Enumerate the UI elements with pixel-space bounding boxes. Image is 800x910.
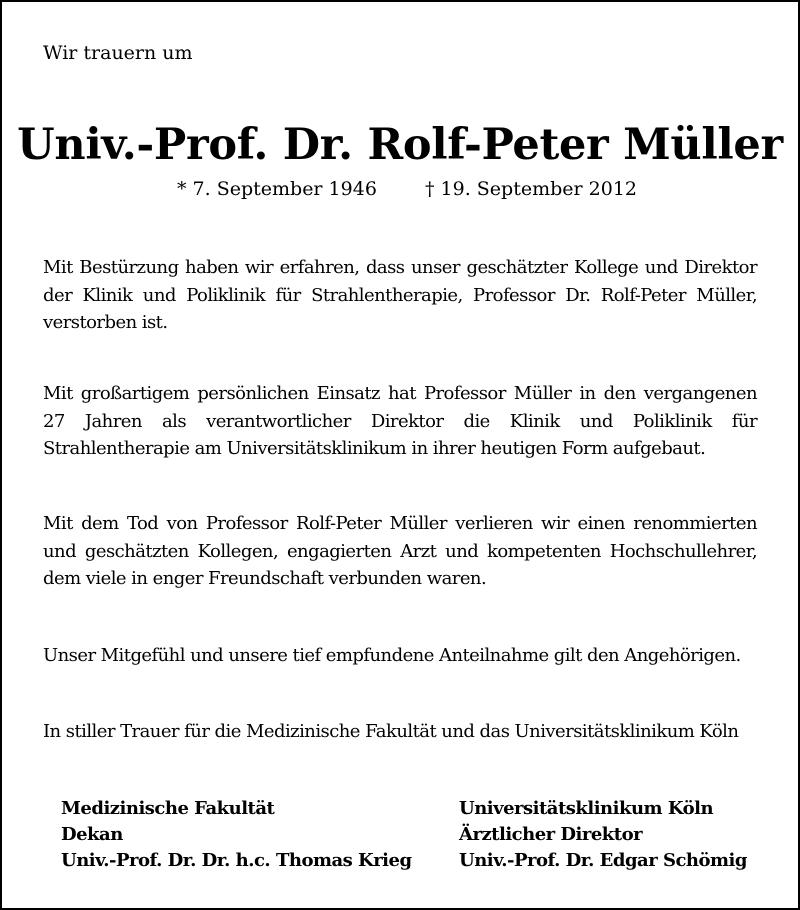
signature-person: Univ.-Prof. Dr. Dr. h.c. Thomas Krieg <box>61 850 412 871</box>
signature-faculty <box>61 796 412 874</box>
death-date: † 19. September 2012 <box>425 178 637 200</box>
signature-role: Dekan <box>61 824 123 845</box>
signature-role: Ärztlicher Direktor <box>459 824 643 845</box>
signature-organization: Universitätsklinikum Köln <box>459 798 714 819</box>
paragraph-condolences: Unser Mitgefühl und unsere tief empfundene Anteilnahme gilt den Angehörigen. <box>43 645 741 666</box>
birth-date: * 7. September 1946 <box>177 178 377 200</box>
paragraph-mourning: In stiller Trauer für die Medizinische Fakultät und das Universitätsklinikum Köln <box>43 721 739 742</box>
paragraph-achievements: Mit großartigem persönlichen Einsatz hat Professor Müller in den vergangenen 27 Jahren als verantwortlicher Direktor die Klinik und Poliklinik für Strahlentherapie am Universitätsklinikum in ihrer heutigen Form aufgebaut. <box>43 383 757 459</box>
signature-clinic <box>459 796 747 874</box>
intro-text: Wir trauern um <box>43 42 193 64</box>
deceased-name: Univ.-Prof. Dr. Rolf-Peter Müller <box>17 120 783 170</box>
paragraph-loss: Mit dem Tod von Professor Rolf-Peter Müller verlieren wir einen renommierten und geschätzten Kollegen, engagierten Arzt und kompetenten Hochschullehrer, dem viele in enger Freundschaft verbunden waren. <box>43 513 757 589</box>
paragraph-announcement: Mit Bestürzung haben wir erfahren, dass unser geschätzter Kollege und Direktor der Klinik und Poliklinik für Strahlentherapie, Professor Dr. Rolf-Peter Müller, verstorben ist. <box>43 257 757 333</box>
signature-organization: Medizinische Fakultät <box>61 798 275 819</box>
signature-person: Univ.-Prof. Dr. Edgar Schömig <box>459 850 747 871</box>
